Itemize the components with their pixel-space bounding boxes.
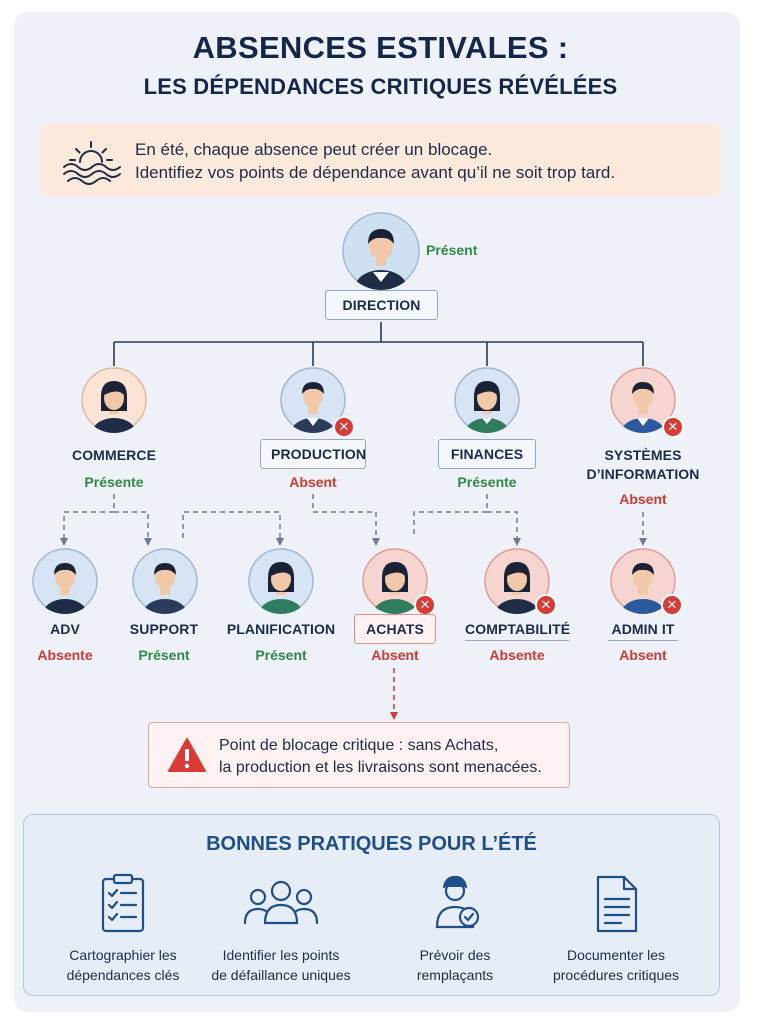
label-si-line1: SYSTÈMES [604, 447, 682, 463]
absent-badge-si: ✕ [662, 416, 684, 438]
practice-text-plan [370, 945, 540, 985]
status-finances: Présente [457, 474, 517, 490]
avatar-support [132, 548, 198, 614]
arrowhead-achats-left [372, 538, 380, 546]
dashed-finances-achats [414, 494, 487, 538]
label-adv: ADV [50, 621, 80, 637]
absent-badge-admin-it: ✕ [661, 594, 683, 616]
box-finances: FINANCES [438, 439, 536, 469]
box-direction: DIRECTION [325, 290, 438, 320]
box-achats: ACHATS [354, 614, 436, 644]
practice-item-identify [196, 873, 366, 985]
status-commerce: Présente [84, 474, 144, 490]
practice-document-line1: Documenter les [566, 947, 666, 963]
label-planification: PLANIFICATION [226, 621, 336, 637]
practice-identify-line1: Identifier les points [222, 947, 340, 963]
dashed-finances-comptabilite [487, 512, 517, 538]
page-title: ABSENCES ESTIVALES : [192, 30, 569, 65]
label-comptabilite: COMPTABILITÉ [465, 621, 569, 641]
arrowhead-support [144, 538, 152, 546]
intro-line-1: En été, chaque absence peut créer un blocage. [135, 140, 493, 159]
warning-triangle-icon [167, 737, 207, 773]
status-production: Absent [289, 474, 337, 490]
avatar-direction [342, 212, 420, 290]
avatar-commerce [81, 367, 147, 433]
practice-text-document [531, 945, 701, 985]
absent-badge-comptabilite: ✕ [535, 594, 557, 616]
status-achats: Absent [371, 647, 419, 663]
status-adv: Absente [37, 647, 93, 663]
status-si: Absent [619, 491, 667, 507]
absent-badge-achats: ✕ [414, 594, 436, 616]
alert-line-1: Point de blocage critique : sans Achats, [219, 737, 499, 754]
practice-plan-line1: Prévoir des [419, 947, 491, 963]
alert-line-2: la production et les livraisons sont menacées. [219, 759, 542, 776]
status-comptabilite: Absente [489, 647, 545, 663]
alert-text [219, 735, 559, 779]
document-icon [576, 873, 656, 935]
dashed-commerce-adv [64, 494, 114, 538]
practice-text-map [38, 945, 208, 985]
avatar-planification [248, 548, 314, 614]
practice-plan-line2: remplaçants [416, 967, 494, 983]
status-direction: Présent [426, 242, 478, 258]
practice-item-map [38, 873, 208, 985]
practice-identify-line2: de défaillance uniques [211, 967, 351, 983]
label-commerce: COMMERCE [71, 447, 157, 463]
arrowhead-comptabilite [513, 538, 521, 546]
best-practices-panel [23, 814, 720, 996]
page-subtitle: LES DÉPENDANCES CRITIQUES RÉVÉLÉES [143, 74, 618, 99]
box-production: PRODUCTION [260, 439, 366, 469]
label-support: SUPPORT [129, 621, 199, 637]
critical-alert-box [148, 722, 570, 788]
avatar-finances [454, 367, 520, 433]
intro-line-2: Identifiez vos points de dépendance avant qu’il ne soit trop tard. [135, 163, 616, 182]
clipboard-checklist-icon [83, 873, 163, 935]
dashed-production-achats [313, 494, 376, 538]
practice-map-line2: dépendances clés [66, 967, 180, 983]
arrowhead-alert [390, 712, 398, 720]
practice-text-identify [196, 945, 366, 985]
best-practices-title: BONNES PRATIQUES POUR L’ÉTÉ [206, 833, 537, 855]
dashed-production-support [183, 512, 280, 538]
replacement-person-icon [415, 873, 495, 935]
team-group-icon [241, 873, 321, 935]
arrowhead-planification [276, 538, 284, 546]
arrowhead-adv [60, 538, 68, 546]
practice-item-document [531, 873, 701, 985]
dashed-commerce-support [114, 512, 148, 538]
practice-item-plan [370, 873, 540, 985]
status-planification: Présent [255, 647, 307, 663]
label-admin-it: ADMIN IT [608, 621, 678, 641]
label-si-line2: D’INFORMATION [586, 466, 700, 482]
status-support: Présent [138, 647, 190, 663]
practice-map-line1: Cartographier les [69, 947, 177, 963]
status-admin-it: Absent [619, 647, 667, 663]
absent-badge-production: ✕ [333, 416, 355, 438]
practice-document-line2: procédures critiques [552, 967, 680, 983]
arrowhead-admin [639, 538, 647, 546]
avatar-adv [32, 548, 98, 614]
